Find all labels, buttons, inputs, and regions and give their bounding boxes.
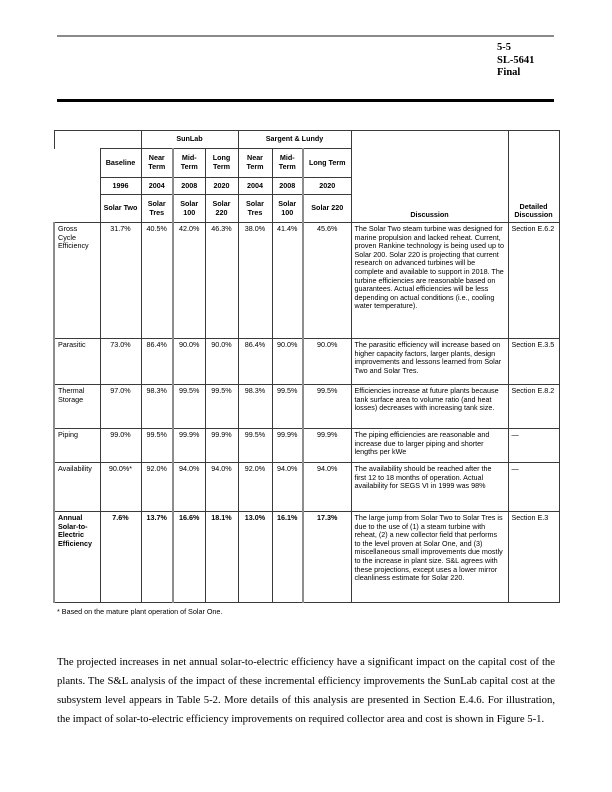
cell-value: 99.5% [205, 385, 238, 429]
cell-value: 90.0% [303, 339, 351, 385]
cell-value: 38.0% [238, 223, 272, 339]
header-term: Long Term [303, 149, 351, 178]
header-bottom-rule [57, 99, 554, 102]
cell-value: 40.5% [141, 223, 173, 339]
cell-value: 99.9% [303, 429, 351, 463]
cell-value: 7.6% [100, 512, 141, 603]
cell-value: 98.3% [238, 385, 272, 429]
cell-detailed-discussion: Section E.3 [508, 512, 559, 603]
cell-value: 90.0%* [100, 463, 141, 512]
header-plant: Solar Tres [141, 195, 173, 223]
table-row [54, 429, 559, 463]
header-term: Mid-Term [272, 149, 303, 178]
header-year: 2008 [272, 178, 303, 195]
header-discussion: Discussion [351, 131, 508, 223]
group-header-sargent-lundy: Sargent & Lundy [238, 131, 351, 149]
cell-value: 99.5% [141, 429, 173, 463]
header-corner [54, 131, 141, 149]
header-plant: Solar Two [100, 195, 141, 223]
header-top-rule [57, 35, 554, 37]
cell-discussion: The parasitic efficiency will increase based on higher capacity factors, larger plants, design improvements and lessons learned from Solar Two and Solar Tres. [351, 339, 508, 385]
cell-detailed-discussion: — [508, 463, 559, 512]
body-paragraph: The projected increases in net annual solar-to-electric efficiency have a significant impact on the capital cost of the plants. The S&L analysis of the impact of these incremental efficiency improvements the SunLab capital cost at the subsystem level appears in Table 5-2. More details of this analysis are presented in Section E.4.6. For illustration, the impact of solar-to-electric efficiency improvements on required collector area and cost is shown in Figure 5-1. [57, 655, 555, 725]
cell-value: 13.7% [141, 512, 173, 603]
table-footnote: * Based on the mature plant operation of Solar One. [57, 607, 223, 616]
header-year: 2004 [141, 178, 173, 195]
page-header [497, 42, 534, 80]
cell-value: 16.1% [272, 512, 303, 603]
cell-value: 92.0% [141, 463, 173, 512]
cell-detailed-discussion: — [508, 429, 559, 463]
document-id: SL-5641 [497, 54, 535, 66]
table-row [54, 463, 559, 512]
cell-value: 99.5% [173, 385, 205, 429]
cell-value: 99.5% [303, 385, 351, 429]
cell-value: 94.0% [303, 463, 351, 512]
row-label: Parasitic [54, 339, 100, 385]
header-year: 2008 [173, 178, 205, 195]
header-plant: Solar 100 [173, 195, 205, 223]
table-row [54, 339, 559, 385]
cell-value: 99.5% [238, 429, 272, 463]
header-year: 2020 [205, 178, 238, 195]
cell-value: 99.9% [205, 429, 238, 463]
cell-value: 90.0% [272, 339, 303, 385]
cell-value: 99.0% [100, 429, 141, 463]
table-row [54, 223, 559, 339]
header-year: 1996 [100, 178, 141, 195]
cell-value: 92.0% [238, 463, 272, 512]
cell-value: 99.5% [272, 385, 303, 429]
header-term: Baseline [100, 149, 141, 178]
cell-value: 99.9% [173, 429, 205, 463]
header-term: Near Term [141, 149, 173, 178]
cell-discussion: The Solar Two steam turbine was designed for marine propulsion and lacked reheat. Current, proven Rankine technology is being used up to Solar 200. Solar 220 is projecting that current research on advanced turbines will be complete and available to support in 2018. The turbine efficiencies are reasonable based on guarantees. Actual efficiencies will be less depending on actual conditions (i.e., cooling water temperature). [351, 223, 508, 339]
cell-discussion: The availability should be reached after the first 12 to 18 months of operation. Actual availability for SEGS VI in 1999 was 98% [351, 463, 508, 512]
cell-detailed-discussion: Section E.8.2 [508, 385, 559, 429]
cell-value: 99.9% [272, 429, 303, 463]
cell-detailed-discussion: Section E.3.5 [508, 339, 559, 385]
cell-value: 13.0% [238, 512, 272, 603]
cell-value: 17.3% [303, 512, 351, 603]
header-detailed-discussion: Detailed Discussion [508, 131, 559, 223]
cell-discussion: The large jump from Solar Two to Solar Tres is due to the use of (1) a steam turbine with reheat, (2) a new collector field that performs to the level proven at Solar One, and (3) miscellaneous small improvements due mostly to the increase in plant size. S&L agrees with these projections, except uses a lower mirror cleanliness estimate for Solar 220. [351, 512, 508, 603]
header-row-label-blank [54, 149, 100, 223]
cell-value: 86.4% [238, 339, 272, 385]
cell-value: 46.3% [205, 223, 238, 339]
cell-value: 94.0% [272, 463, 303, 512]
cell-value: 16.6% [173, 512, 205, 603]
header-plant: Solar 220 [205, 195, 238, 223]
cell-detailed-discussion: Section E.6.2 [508, 223, 559, 339]
page-number: 5-5 [497, 42, 511, 53]
row-label: Piping [54, 429, 100, 463]
cell-value: 90.0% [205, 339, 238, 385]
document-status: Final [497, 67, 521, 78]
row-label: Thermal Storage [54, 385, 100, 429]
cell-value: 94.0% [173, 463, 205, 512]
header-term: Near Term [238, 149, 272, 178]
cell-value: 94.0% [205, 463, 238, 512]
header-term: Long Term [205, 149, 238, 178]
cell-value: 31.7% [100, 223, 141, 339]
group-header-sunlab: SunLab [141, 131, 238, 149]
cell-value: 41.4% [272, 223, 303, 339]
header-plant: Solar Tres [238, 195, 272, 223]
header-plant: Solar 220 [303, 195, 351, 223]
table-row [54, 385, 559, 429]
cell-value: 90.0% [173, 339, 205, 385]
cell-value: 98.3% [141, 385, 173, 429]
row-label: Availability [54, 463, 100, 512]
cell-value: 42.0% [173, 223, 205, 339]
row-label: Annual Solar-to-Electric Efficiency [54, 512, 100, 603]
cell-value: 97.0% [100, 385, 141, 429]
cell-value: 18.1% [205, 512, 238, 603]
table-row-total [54, 512, 559, 603]
header-row-groups [54, 131, 559, 149]
header-term: Mid-Term [173, 149, 205, 178]
cell-value: 45.6% [303, 223, 351, 339]
header-year: 2004 [238, 178, 272, 195]
header-year: 2020 [303, 178, 351, 195]
efficiency-table [53, 130, 560, 603]
cell-value: 73.0% [100, 339, 141, 385]
cell-discussion: Efficiencies increase at future plants because tank surface area to volume ratio (and heat losses) decreases with increasing tank size. [351, 385, 508, 429]
header-plant: Solar 100 [272, 195, 303, 223]
cell-value: 86.4% [141, 339, 173, 385]
cell-discussion: The piping efficiencies are reasonable and increase due to larger piping and shorter lengths per kWe [351, 429, 508, 463]
row-label: Gross Cycle Efficiency [54, 223, 100, 339]
